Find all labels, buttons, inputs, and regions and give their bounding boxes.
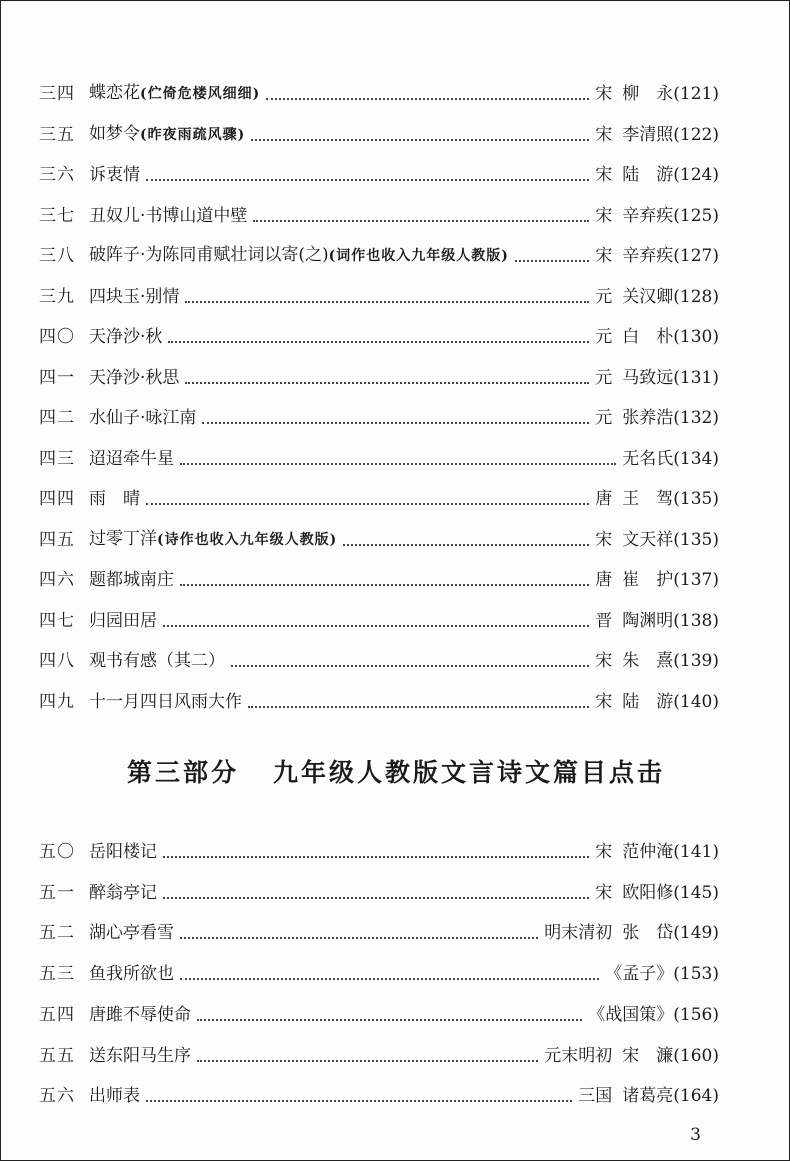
entry-title-text: 迢迢牵牛星	[89, 448, 174, 469]
entry-title-text: 鱼我所欲也	[89, 964, 174, 985]
entry-title-text: 蝶恋花	[89, 83, 140, 103]
entry-title-text: 十一月四日风雨大作	[89, 691, 242, 712]
entry-title	[89, 244, 509, 267]
entry-attribution	[622, 922, 719, 944]
entry-title-text: 过零丁洋	[89, 528, 157, 549]
entry-title	[89, 528, 337, 551]
entry-dynasty: 宋	[595, 246, 613, 266]
entry-title-text: 丑奴儿·书博山道中壁	[89, 205, 248, 226]
entry-author: 辛弃疾	[622, 246, 674, 266]
toc-entry	[39, 480, 719, 510]
entry-author: 崔 护	[622, 570, 674, 590]
entry-title	[89, 841, 157, 863]
entry-page-ref: (153)	[673, 964, 719, 985]
entry-title	[89, 82, 260, 105]
entry-page-ref: (135)	[673, 489, 719, 509]
entry-number: 四四	[39, 489, 75, 509]
entry-dynasty: 元末明初	[544, 1045, 613, 1066]
entry-title-text: 醉翁亭记	[89, 882, 157, 903]
dot-leader	[266, 97, 589, 100]
entry-number: 三五	[39, 124, 75, 145]
entry-dynasty: 宋	[595, 124, 613, 145]
entry-number: 三六	[39, 165, 75, 185]
entry-note: (昨夜雨疏风骤)	[140, 126, 246, 143]
entry-dynasty: 唐	[595, 570, 613, 590]
dot-leader	[146, 502, 589, 505]
entry-dynasty: 宋	[595, 882, 613, 903]
entry-dynasty: 宋	[595, 205, 613, 226]
toc-entry	[39, 561, 719, 591]
toc-entry	[39, 440, 719, 470]
entry-attribution	[622, 610, 719, 632]
entry-author: 陆 游	[622, 691, 674, 712]
toc-entry	[39, 156, 719, 186]
entry-author: 王 驾	[622, 489, 674, 509]
entry-dynasty: 晋	[595, 610, 613, 631]
toc-entry	[39, 996, 719, 1026]
entry-note: (诗作也收入九年级人教版)	[157, 531, 338, 548]
entry-author: 欧阳修	[622, 882, 674, 903]
entry-dynasty: 唐	[595, 489, 613, 509]
toc-entry	[39, 955, 719, 985]
entry-title-text: 破阵子·为陈同甫赋壮词以寄(之)	[89, 245, 329, 265]
entry-page-ref: (134)	[673, 448, 719, 469]
entry-page-ref: (140)	[673, 691, 719, 712]
toc-entry	[39, 683, 719, 713]
entry-page-ref: (127)	[673, 246, 719, 266]
entry-title-text: 观书有感（其二）	[89, 651, 225, 671]
entry-author: 陆 游	[622, 165, 674, 185]
toc-entry	[39, 1037, 719, 1067]
dot-leader	[231, 664, 589, 667]
entry-attribution	[622, 1085, 719, 1107]
dot-leader	[253, 219, 589, 222]
entry-page-ref: (132)	[673, 408, 719, 428]
entry-page-ref: (131)	[673, 367, 719, 388]
dot-leader	[180, 936, 538, 939]
dot-leader	[146, 1099, 572, 1102]
dot-leader	[251, 138, 589, 141]
entry-title	[89, 164, 140, 186]
entry-number: 四三	[39, 448, 75, 469]
entry-title-text: 天净沙·秋思	[89, 367, 180, 388]
entry-number: 三九	[39, 286, 75, 307]
entry-number: 四七	[39, 610, 75, 631]
entry-title-text: 归园田居	[89, 610, 157, 631]
entry-number: 四〇	[39, 327, 75, 347]
entry-dynasty: 三国	[578, 1086, 613, 1107]
toc-entry	[39, 1077, 719, 1107]
entry-attribution	[622, 882, 719, 904]
dot-leader	[163, 855, 589, 858]
entry-attribution	[622, 488, 719, 510]
dot-leader	[343, 543, 589, 546]
entry-page-ref: (124)	[673, 165, 719, 185]
toc-entry	[39, 642, 719, 672]
entry-number: 三八	[39, 246, 75, 266]
entry-attribution	[605, 963, 719, 985]
entry-page-ref: (122)	[673, 124, 719, 145]
entry-page-ref: (145)	[673, 882, 719, 903]
entry-number: 五五	[39, 1045, 75, 1066]
entry-author: 《孟子》	[605, 964, 674, 985]
entry-title	[89, 922, 174, 944]
entry-title-text: 水仙子·咏江南	[89, 408, 197, 428]
entry-title-text: 唐雎不辱使命	[89, 1004, 191, 1025]
entry-title-text: 如梦令	[89, 123, 140, 144]
entry-attribution	[588, 1004, 719, 1026]
entry-attribution	[622, 326, 719, 348]
dot-leader	[180, 583, 589, 586]
entry-dynasty: 元	[595, 286, 613, 307]
entry-author: 柳 永	[622, 84, 674, 104]
entry-title-text: 雨 晴	[89, 489, 140, 509]
dot-leader	[168, 340, 589, 343]
entry-page-ref: (139)	[673, 651, 719, 671]
entry-title-text: 天净沙·秋	[89, 327, 163, 347]
entry-number: 五三	[39, 964, 75, 985]
entry-title	[89, 1085, 140, 1107]
entry-number: 四九	[39, 691, 75, 712]
entry-number: 五二	[39, 923, 75, 944]
entry-title	[89, 448, 174, 470]
entry-attribution	[622, 286, 719, 308]
entry-attribution	[622, 841, 719, 863]
toc-entry	[39, 874, 719, 904]
entry-dynasty: 宋	[595, 842, 613, 862]
dot-leader	[185, 381, 589, 384]
entry-number: 四八	[39, 651, 75, 671]
dot-leader	[197, 1059, 538, 1062]
dot-leader	[180, 977, 599, 980]
entry-title	[89, 326, 162, 348]
entry-page-ref: (121)	[673, 84, 719, 104]
toc-entry	[39, 521, 719, 551]
entry-title	[89, 488, 140, 510]
entry-dynasty: 明末清初	[544, 923, 613, 944]
toc-entry	[39, 278, 719, 308]
entry-author: 宋 濂	[622, 1045, 674, 1066]
entry-number: 三四	[39, 84, 75, 104]
entry-attribution	[622, 124, 719, 146]
toc-entry	[39, 116, 719, 146]
entry-author: 《战国策》	[588, 1004, 674, 1025]
entry-attribution	[622, 529, 719, 551]
dot-leader	[515, 259, 589, 262]
entry-title	[89, 286, 179, 308]
entry-title-text: 诉衷情	[89, 165, 140, 185]
page-number: 3	[690, 1125, 701, 1145]
entry-title	[89, 882, 157, 904]
toc-entry	[39, 602, 719, 632]
entry-page-ref: (156)	[673, 1004, 719, 1025]
entry-title-text: 送东阳马生序	[89, 1045, 191, 1066]
entry-page-ref: (135)	[673, 529, 719, 550]
entry-number: 四六	[39, 570, 75, 590]
dot-leader	[202, 421, 589, 424]
entry-author: 马致远	[622, 367, 674, 388]
entry-author: 无名氏	[622, 448, 674, 469]
toc-entry	[39, 914, 719, 944]
toc-entry	[39, 237, 719, 267]
entry-attribution	[622, 205, 719, 227]
entry-attribution	[622, 448, 719, 470]
toc-entry	[39, 197, 719, 227]
entry-attribution	[622, 164, 719, 186]
entry-title	[89, 1045, 191, 1067]
entry-dynasty: 宋	[595, 165, 613, 185]
entry-author: 张养浩	[622, 408, 674, 428]
entry-title	[89, 610, 157, 632]
entry-title-text: 岳阳楼记	[89, 842, 157, 862]
entry-page-ref: (138)	[673, 610, 719, 631]
entry-dynasty: 宋	[595, 651, 613, 671]
entry-author: 朱 熹	[622, 651, 674, 671]
entry-page-ref: (141)	[673, 842, 719, 862]
entry-title	[89, 367, 179, 389]
entry-attribution	[622, 245, 719, 267]
entry-author: 范仲淹	[622, 842, 674, 862]
entry-note: (伫倚危楼风细细)	[140, 86, 261, 102]
entry-author: 李清照	[622, 124, 674, 145]
entry-page-ref: (137)	[673, 570, 719, 590]
entry-title	[89, 569, 174, 591]
entry-page-ref: (128)	[673, 286, 719, 307]
dot-leader	[146, 178, 589, 181]
section-heading	[1, 753, 790, 789]
entry-author: 白 朴	[622, 327, 674, 347]
toc-entry	[39, 75, 719, 105]
toc-entry	[39, 318, 719, 348]
entry-author: 陶渊明	[622, 610, 674, 631]
section-part-label: 第三部分	[126, 758, 239, 787]
entry-dynasty: 元	[595, 327, 613, 347]
entry-title-text: 四块玉·别情	[89, 286, 180, 307]
entry-number: 五一	[39, 882, 75, 903]
entry-page-ref: (164)	[673, 1086, 719, 1107]
entry-page-ref: (160)	[673, 1045, 719, 1066]
entry-title	[89, 1004, 191, 1026]
entry-attribution	[622, 1045, 719, 1067]
entry-title	[89, 650, 225, 672]
entry-dynasty: 元	[595, 367, 613, 388]
dot-leader	[180, 462, 616, 465]
entry-attribution	[622, 569, 719, 591]
entry-title	[89, 407, 196, 429]
dot-leader	[185, 300, 589, 303]
entry-number: 四五	[39, 529, 75, 550]
entry-number: 五六	[39, 1086, 75, 1107]
entry-author: 关汉卿	[622, 286, 674, 307]
entry-page-ref: (130)	[673, 327, 719, 347]
entry-number: 四一	[39, 367, 75, 388]
entry-attribution	[622, 407, 719, 429]
entry-dynasty: 宋	[595, 691, 613, 712]
entry-number: 五四	[39, 1004, 75, 1025]
entry-attribution	[622, 83, 719, 105]
entry-dynasty: 宋	[595, 529, 613, 550]
entry-attribution	[622, 691, 719, 713]
entry-author: 诸葛亮	[622, 1086, 674, 1107]
entry-title	[89, 123, 245, 146]
entry-number: 四二	[39, 408, 75, 428]
toc-entry	[39, 359, 719, 389]
entry-number: 五〇	[39, 842, 75, 862]
entry-page-ref: (149)	[673, 923, 719, 944]
dot-leader	[163, 896, 589, 899]
entry-title	[89, 691, 242, 713]
entry-page-ref: (125)	[673, 205, 719, 226]
entry-author: 文天祥	[622, 529, 674, 550]
entry-attribution	[622, 650, 719, 672]
toc-entry	[39, 833, 719, 863]
entry-title-text: 题都城南庄	[89, 570, 174, 590]
section-title-text: 九年级人教版文言诗文篇目点击	[273, 758, 666, 787]
entry-note: (词作也收入九年级人教版)	[328, 248, 509, 264]
entry-title	[89, 963, 174, 985]
entry-author: 张 岱	[622, 923, 674, 944]
entry-number: 三七	[39, 205, 75, 226]
dot-leader	[163, 624, 589, 627]
entry-attribution	[622, 367, 719, 389]
dot-leader	[197, 1018, 582, 1021]
entry-title-text: 湖心亭看雪	[89, 923, 174, 944]
dot-leader	[248, 705, 589, 708]
toc-entry	[39, 399, 719, 429]
entry-title	[89, 205, 247, 227]
entry-author: 辛弃疾	[622, 205, 674, 226]
entry-title-text: 出师表	[89, 1086, 140, 1107]
entry-dynasty: 元	[595, 408, 613, 428]
entry-dynasty: 宋	[595, 84, 613, 104]
